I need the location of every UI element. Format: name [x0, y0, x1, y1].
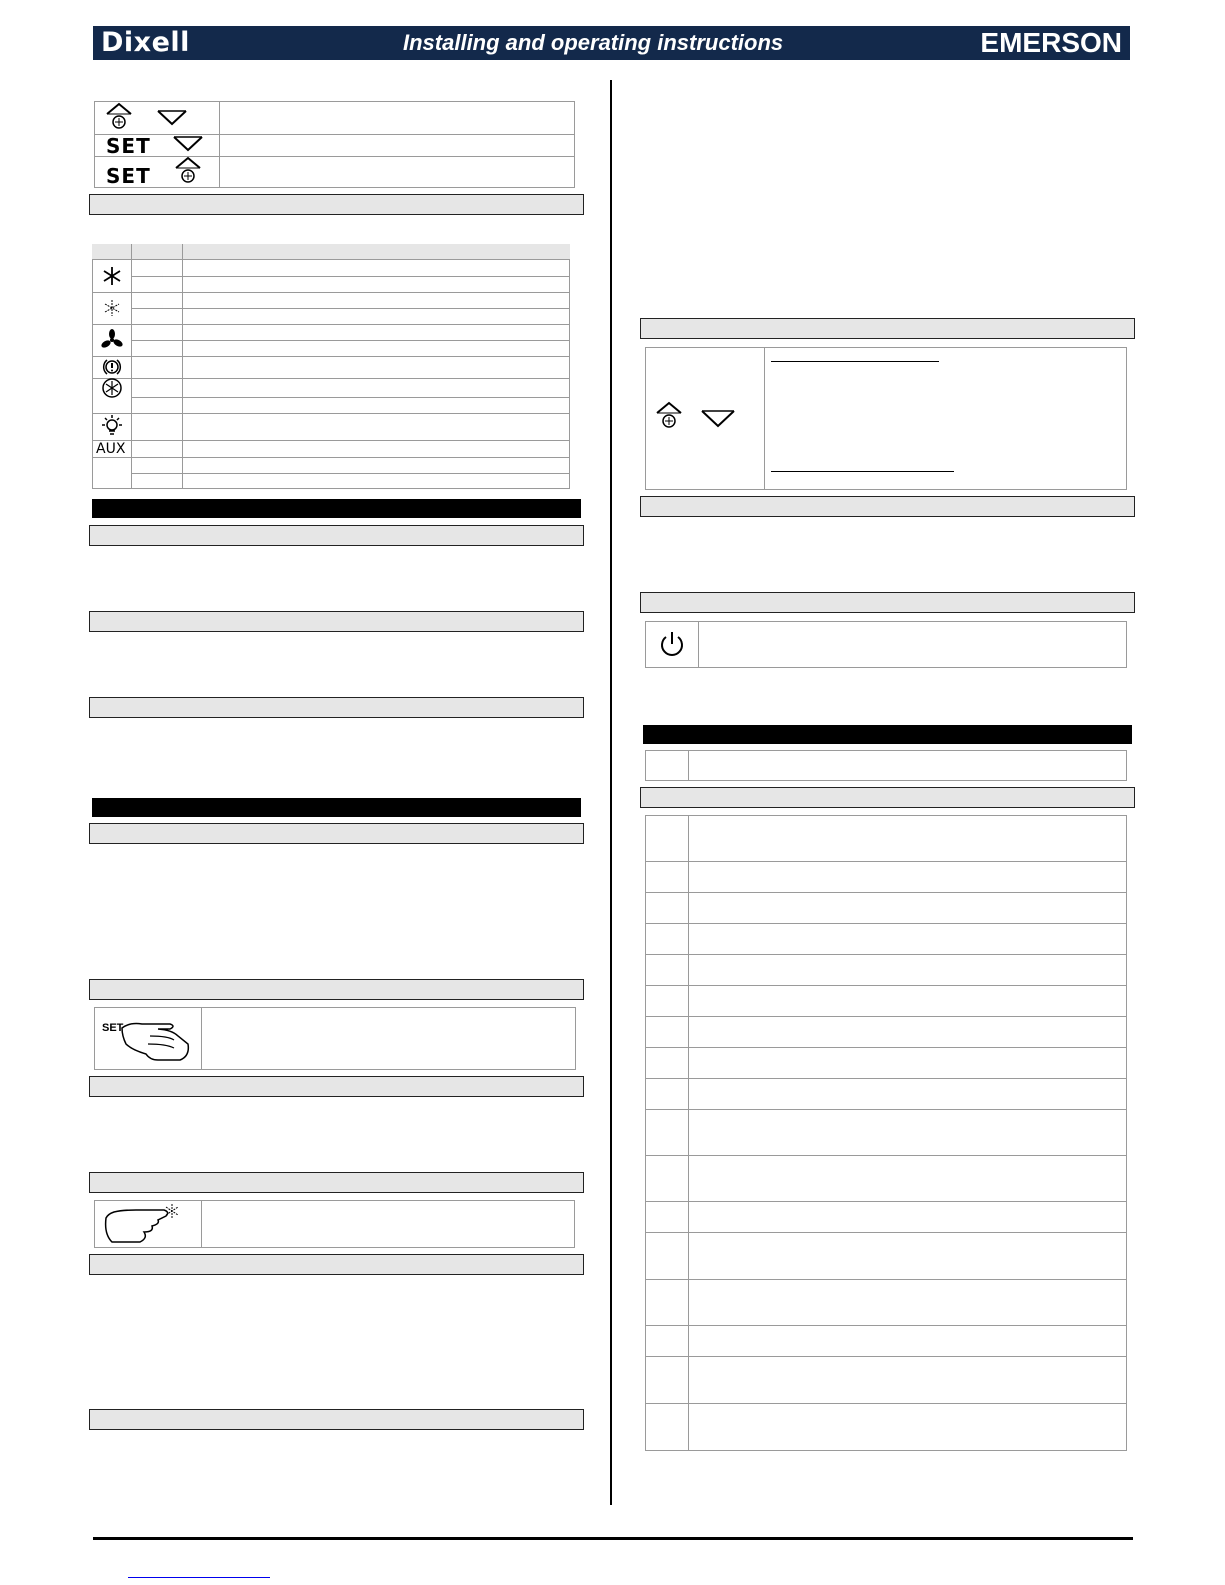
- dixell-logo: Dixell: [101, 27, 190, 58]
- table-divider: [131, 244, 132, 489]
- table-divider: [94, 156, 575, 157]
- section-header: [640, 496, 1135, 517]
- section-title-bar: [92, 499, 581, 518]
- section-header: [640, 787, 1135, 808]
- table-divider: [645, 1078, 1127, 1079]
- set-key-label: SET: [102, 1022, 124, 1034]
- section-header: [89, 525, 584, 546]
- table-divider: [645, 1016, 1127, 1017]
- section-header: [89, 1076, 584, 1097]
- aux-icon: AUX: [96, 441, 126, 457]
- table-divider: [92, 440, 570, 441]
- table-divider: [645, 1232, 1127, 1233]
- table-divider: [92, 413, 570, 414]
- table-divider: [645, 1155, 1127, 1156]
- section-title-bar: [92, 798, 581, 817]
- pointing-hand-icon: [120, 1014, 194, 1064]
- section-header: [89, 1409, 584, 1430]
- table-divider: [645, 1201, 1127, 1202]
- up-defrost-icon: [173, 155, 203, 185]
- parameter-table: [645, 750, 1127, 781]
- table-divider: [92, 324, 570, 325]
- section-header: [89, 1172, 584, 1193]
- table-divider: [131, 276, 570, 277]
- table-divider: [219, 101, 220, 188]
- section-header: [89, 1254, 584, 1275]
- table-divider: [645, 1403, 1127, 1404]
- fan-icon: [101, 329, 123, 351]
- set-key-label: SET: [106, 164, 151, 188]
- set-key-label: SET: [106, 134, 151, 158]
- led-table: [92, 244, 570, 489]
- power-icon: [658, 630, 686, 660]
- table-divider: [201, 1007, 202, 1070]
- table-divider: [201, 1200, 202, 1248]
- table-divider: [92, 356, 570, 357]
- section-header: [89, 611, 584, 632]
- table-divider: [645, 954, 1127, 955]
- table-divider: [688, 750, 689, 781]
- table-divider: [131, 308, 570, 309]
- table-divider: [645, 1325, 1127, 1326]
- table-divider: [645, 1047, 1127, 1048]
- snowflake-icon: [102, 265, 122, 287]
- section-header: [89, 979, 584, 1000]
- footer-link[interactable]: [128, 1577, 270, 1578]
- section-header: [89, 823, 584, 844]
- table-divider: [92, 378, 570, 379]
- table-divider: [645, 1109, 1127, 1110]
- pointing-hand-defrost-icon: [100, 1202, 182, 1246]
- defrost-icon: [101, 378, 123, 398]
- table-divider: [764, 347, 765, 490]
- underline: [771, 361, 939, 362]
- table-divider: [92, 292, 570, 293]
- table-divider: [698, 621, 699, 668]
- section-title-bar: [643, 725, 1132, 744]
- table-divider: [645, 1356, 1127, 1357]
- header-banner: [93, 26, 1130, 60]
- up-defrost-icon: [104, 101, 134, 131]
- footer-rule: [93, 1537, 1133, 1540]
- alarm-icon: [101, 357, 123, 377]
- down-arrow-icon: [700, 408, 736, 430]
- document-title: Installing and operating instructions: [403, 30, 784, 55]
- table-divider: [645, 1279, 1127, 1280]
- table-divider: [131, 473, 570, 474]
- section-header: [89, 194, 584, 215]
- table-divider: [645, 985, 1127, 986]
- table-divider: [645, 892, 1127, 893]
- underline: [771, 471, 954, 472]
- led-table-header: [92, 244, 570, 259]
- table-divider: [92, 259, 570, 260]
- section-header: [640, 318, 1135, 339]
- up-defrost-icon: [654, 400, 684, 430]
- table-divider: [131, 397, 570, 398]
- power-box: [645, 621, 1127, 668]
- down-arrow-icon: [172, 134, 204, 154]
- section-header: [640, 592, 1135, 613]
- down-arrow-icon: [156, 108, 188, 128]
- table-divider: [182, 244, 183, 489]
- table-divider: [645, 861, 1127, 862]
- table-divider: [645, 923, 1127, 924]
- table-divider: [92, 457, 570, 458]
- table-divider: [94, 134, 575, 135]
- emerson-logo: EMERSON: [980, 27, 1122, 58]
- table-divider: [131, 340, 570, 341]
- light-icon: [99, 414, 125, 440]
- column-divider: [610, 80, 612, 1505]
- section-header: [89, 697, 584, 718]
- fine-snowflake-icon: [103, 298, 121, 318]
